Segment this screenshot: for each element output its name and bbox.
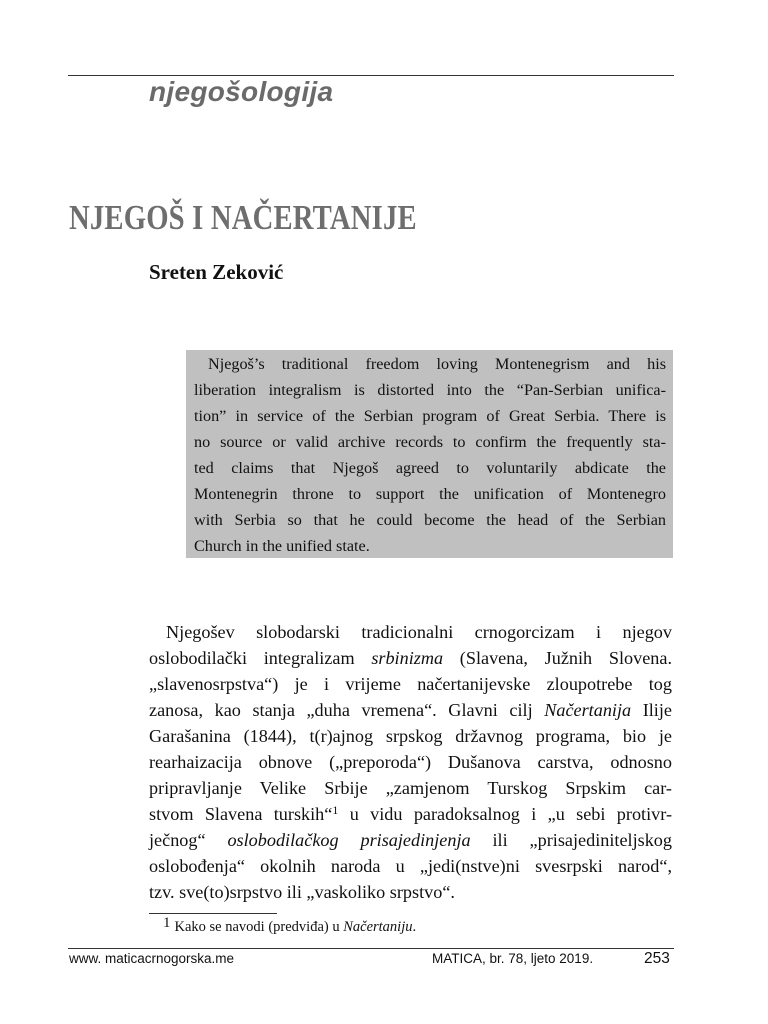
italic-term: srbinizma [371, 648, 444, 668]
footer-publication: MATICA, br. 78, ljeto 2019. [432, 951, 594, 966]
abstract-line: liberation integralism is distorted into the “Pan-Serbian unifica- [194, 381, 666, 399]
footnote-reference: 1 [332, 803, 339, 817]
body-line: Garašanina (1844), t(r)ajnog srpskog državnog programa, bio je [149, 726, 672, 746]
section-label: njegošologija [149, 76, 334, 107]
body-line: zanosa, kao stanja „duha vremena“. Glavni cilj Načertanija Ilije [149, 700, 672, 720]
italic-term: oslobodilačkog prisajedinjenja [227, 830, 471, 850]
abstract-line: Njegoš’s traditional freedom loving Montenegrism and his [208, 355, 666, 373]
footnote-rule [149, 913, 277, 914]
body-line: pripravljanje Velike Srbije „zamjenom Turskog Srpskim car- [149, 778, 672, 798]
abstract-line: Church in the unified state. [194, 537, 370, 555]
abstract-line: Montenegrin throne to support the unification of Montenegro [194, 485, 666, 503]
body-line: rearhaizacija obnove („preporoda“) Dušanova carstva, odnosno [149, 752, 672, 772]
footnote-number: 1 [163, 915, 171, 931]
article-title: NJEGOŠ I NAČERTANIJE [69, 198, 417, 237]
body-line: oslobođenja“ okolnih naroda u „jedi(nstve)ni svesrpski narod“, [149, 856, 672, 876]
body-line: oslobodilački integralizam srbinizma (Slavena, Južnih Slovena. [149, 648, 672, 668]
footer-rule [68, 948, 674, 949]
abstract-line: no source or valid archive records to confirm the frequently sta- [194, 433, 666, 451]
italic-term: Načertanija [544, 700, 632, 720]
body-line: „slavenosrpstva“) je i vrijeme načertanijevske zloupotrebe tog [149, 674, 672, 694]
article-author: Sreten Zeković [149, 260, 284, 284]
abstract-line: tion” in service of the Serbian program of Great Serbia. There is [194, 407, 666, 425]
body-line: ječnog“ oslobodilačkog prisajedinjenja ili „prisajediniteljskog [149, 830, 672, 850]
footer-website: www. maticacrnogorska.me [69, 951, 235, 966]
footnote: 1 Kako se navodi (predviđa) u Načertaniju. [163, 915, 417, 935]
page-number: 253 [644, 950, 670, 967]
abstract-line: ted claims that Njegoš agreed to voluntarily abdicate the [194, 459, 666, 477]
body-line: stvom Slavena turskih“$^1$ u vidu paradoksalnog i „u sebi protivr- [149, 803, 672, 824]
body-line: tzv. sve(to)srpstvo ili „vaskoliko srpstvo“. [149, 882, 455, 902]
abstract-line: with Serbia so that he could become the head of the Serbian [194, 511, 666, 529]
body-line: Njegošev slobodarski tradicionalni crnogorcizam i njegov [166, 622, 672, 642]
